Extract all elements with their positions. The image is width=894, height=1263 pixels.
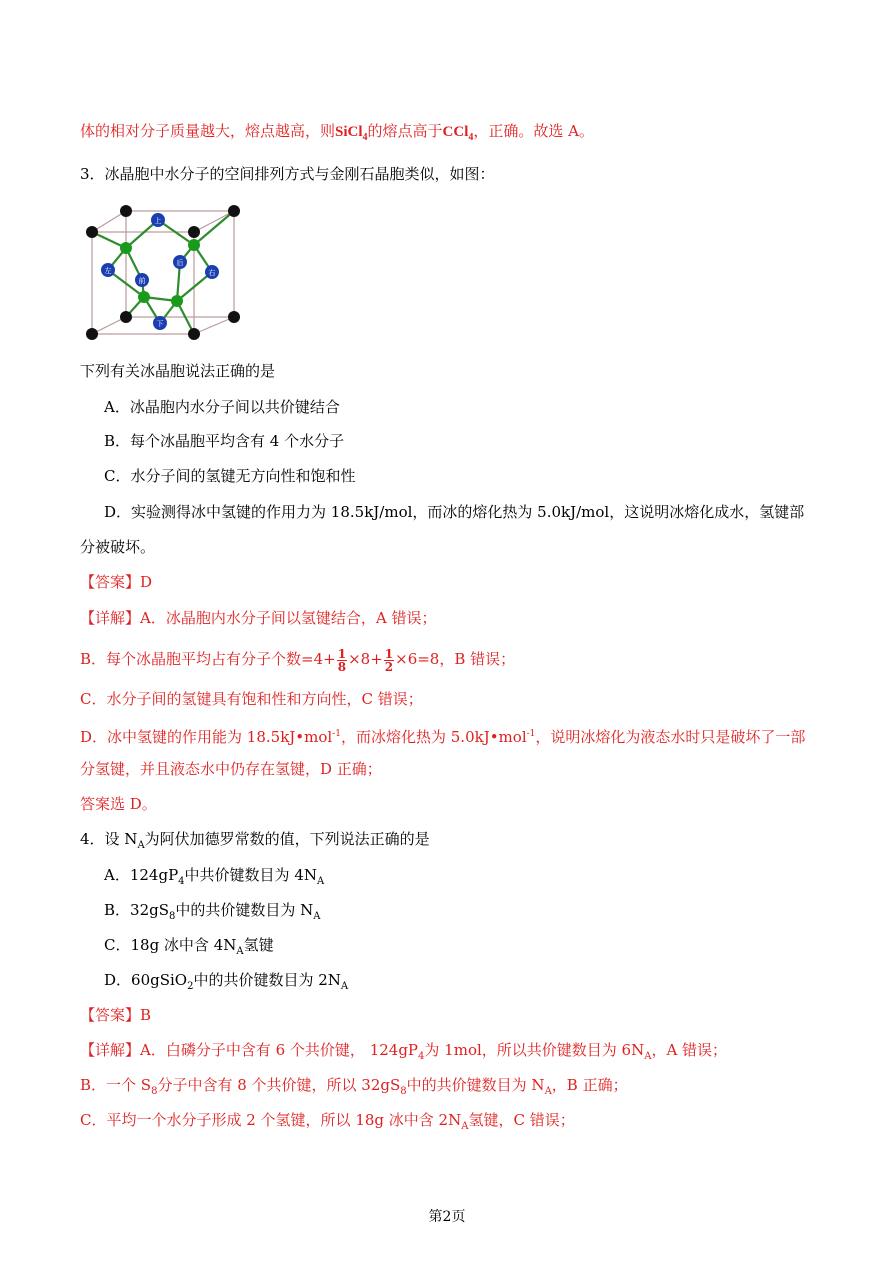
svg-text:前: 前 [138,277,146,285]
text-line: 体的相对分子质量越大，熔点越高，则SiCl$_4$的熔点高于CCl$_4$，正确。故选 A。 [80,122,594,143]
face-left [101,263,115,277]
svg-text:上: 上 [154,217,162,225]
option-d: D．实验测得冰中氢键的作用力为 18.5kJ/mol，而冰的熔化热为 5.0kJ/mol，这说明冰熔化成水，氢键部 [104,503,805,521]
face-molecules [101,213,219,330]
option-b: B．每个冰晶胞平均含有 4 个水分子 [104,432,345,450]
fraction-one-half: $\frac{1}{2}$ [384,646,394,674]
q4-option-d: D．60gSiO$_2$中的共价键数目为 $2N_A$ [104,971,349,992]
svg-text:右: 右 [208,269,216,277]
explanation-4-c: C．平均一个水分子形成 2 个氢键，所以 18g 冰中含 $2N_A$氢键，C 错误； [80,1111,575,1132]
svg-text:左: 左 [104,267,112,275]
face-bottom [153,316,167,330]
option-c: C．水分子间的氢键无方向性和饱和性 [104,467,356,485]
answer-4: 【答案】B [80,1006,152,1024]
explanation-3-d: D．冰中氢键的作用能为 18.5kJ•mol$^{-1}$，而冰熔化热为 5.0kJ•mol$^{-1}$，说明冰熔化为液态水时只是破坏了一部 [80,728,806,746]
fraction-one-eighth: $\frac{1}{8}$ [337,646,347,674]
inner-molecules [120,239,200,307]
explanation-3-conclusion: 答案选 D。 [80,795,157,813]
q4-option-c: C．18g 冰中含 $4N_A$氢键 [104,936,274,957]
ice-crystal-cell-diagram [80,200,250,348]
formula-ccl4: CCl$_4$ [442,124,474,143]
q4-option-b: B．$32gS_8$中的共价键数目为 $N_A$ [104,901,321,922]
explanation-3-d-cont: 分氢键，并且液态水中仍存在氢键，D 正确； [80,760,382,778]
question-4-title: 4．设 $N_A$为阿伏加德罗常数的值，下列说法正确的是 [80,830,430,851]
svg-text:下: 下 [156,320,164,328]
face-top [151,213,165,227]
answer-3: 【答案】D [80,573,153,591]
face-front [135,273,149,287]
question-3-stem: 下列有关冰晶胞说法正确的是 [80,362,276,380]
q4-option-a: A．$124gP_4$中共价键数目为 $4N_A$ [104,866,325,887]
formula-sicl4: SiCl$_4$ [335,124,368,143]
face-back [173,255,187,269]
explanation-4-a: 【详解】A．白磷分子中含有 6 个共价键， $124gP_4$为 1mol，所以共价键数目为 $6N_A$，A 错误； [80,1041,728,1062]
explanation-3-c: C．水分子间的氢键具有饱和性和方向性，C 错误； [80,690,423,708]
explanation-3-a: 【详解】A．冰晶胞内水分子间以氢键结合，A 错误； [80,609,437,627]
explanation-3-b: B．每个冰晶胞平均占有分子个数=4+ $\frac{1}{8}$ ×8+ $\frac{1}{2}$ ×6=8，B 错误； [80,646,516,674]
option-d-cont: 分被破坏。 [80,538,156,556]
face-right [205,265,219,279]
explanation-4-b: B．一个 $S_8$分子中含有 8 个共价键，所以 $32gS_8$中的共价键数目为 $N_A$，B 正确； [80,1076,628,1097]
svg-text:后: 后 [176,259,184,267]
option-a: A．冰晶胞内水分子间以共价键结合 [104,398,340,416]
page-number: 第2页 [428,1209,466,1225]
question-3-title: 3．冰晶胞中水分子的空间排列方式与金刚石晶胞类似，如图： [80,165,495,183]
